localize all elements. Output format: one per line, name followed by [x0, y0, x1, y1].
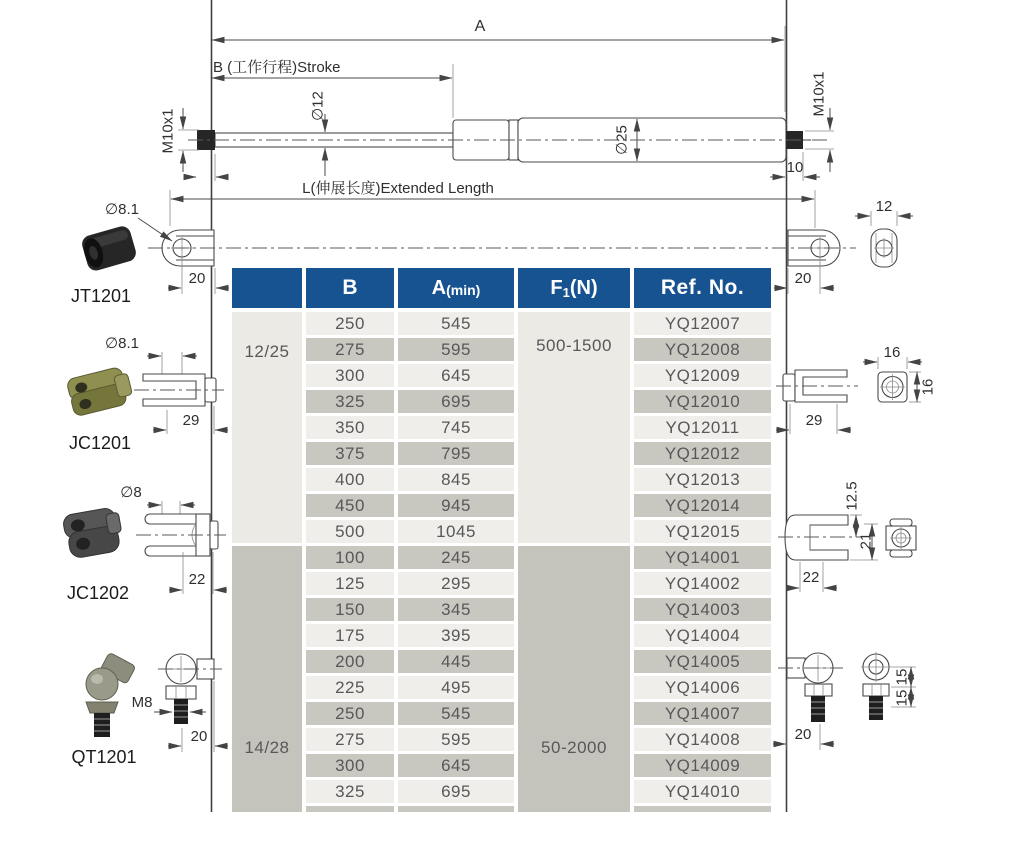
table-cell: YQ12008 [634, 338, 771, 361]
fitting-jc1202 [62, 484, 227, 603]
table-cell: 795 [398, 442, 514, 465]
table-cell: 275 [306, 338, 394, 361]
table-cell: 645 [398, 364, 514, 387]
dim-label-ball-15a: 15 [893, 668, 911, 686]
table-cell: YQ12007 [634, 312, 771, 335]
table-cell: 1045 [398, 520, 514, 543]
right-ball-stud-views [773, 652, 916, 750]
table-cell-partial [306, 806, 394, 812]
clevis2-side-view [785, 515, 848, 560]
table-cell: 445 [398, 650, 514, 673]
table-cell: 500 [306, 520, 394, 543]
table-cell: 695 [398, 780, 514, 803]
dim-label-thread-right: M10x1 [810, 71, 828, 117]
table-cell: YQ14010 [634, 780, 771, 803]
dim-label-jc1201-dia: ∅8.1 [105, 335, 139, 352]
fitting-qt1201 [71, 652, 228, 767]
dim-label-rod-dia: ∅12 [309, 91, 327, 121]
jc1201-label: JC1201 [68, 433, 132, 453]
dim-label-a: A [474, 18, 486, 35]
dim-label-clevis1-16w: 16 [883, 344, 901, 361]
table-cell: 545 [398, 702, 514, 725]
table-cell: 745 [398, 416, 514, 439]
dim-label-jc1201-29: 29 [182, 412, 200, 429]
table-cell: 225 [306, 676, 394, 699]
table-cell: 400 [306, 468, 394, 491]
dim-label-extended-length: L(伸展长度)Extended Length [302, 180, 494, 197]
force-group-cell: 50-2000 [518, 546, 630, 812]
table-cell: YQ12014 [634, 494, 771, 517]
table-cell: 350 [306, 416, 394, 439]
table-cell: YQ12015 [634, 520, 771, 543]
table-cell: 450 [306, 494, 394, 517]
header-ref-no: Ref. No. [634, 268, 771, 308]
header-a-min: A (min) [398, 268, 514, 308]
fitting-jc1201 [66, 335, 228, 453]
table-cell: 300 [306, 364, 394, 387]
dim-label-jc1202-22: 22 [188, 571, 206, 588]
table-cell: YQ14008 [634, 728, 771, 751]
header-blank [232, 268, 302, 308]
table-cell: 175 [306, 624, 394, 647]
right-clevis1-views [776, 344, 937, 434]
table-cell-partial [398, 806, 514, 812]
dim-label-qt-20: 20 [190, 728, 208, 745]
dim-label-jc1202-dia: ∅8 [120, 484, 142, 501]
dim-label-m8: M8 [131, 694, 153, 711]
dim-label-eye-right-20: 20 [794, 270, 812, 287]
table-cell: 275 [306, 728, 394, 751]
size-group-cell: 12/25 [232, 312, 302, 543]
table-cell: 100 [306, 546, 394, 569]
gas-spring-side-view [160, 18, 835, 181]
dim-label-clevis2-22: 22 [802, 569, 820, 586]
dim-label-eye-width-12: 12 [875, 198, 893, 215]
table-cell: 325 [306, 780, 394, 803]
table-cell: 345 [398, 598, 514, 621]
table-cell: YQ12009 [634, 364, 771, 387]
table-cell-partial [634, 806, 771, 812]
table-cell: 595 [398, 338, 514, 361]
qt1201-label: QT1201 [71, 747, 137, 767]
table-cell: YQ12013 [634, 468, 771, 491]
jc1201-photo [66, 365, 134, 417]
dim-label-clevis1-29: 29 [805, 412, 823, 429]
table-cell: 945 [398, 494, 514, 517]
table-cell: YQ14004 [634, 624, 771, 647]
dim-label-ball-20: 20 [794, 726, 812, 743]
right-clevis2-views [778, 481, 916, 592]
table-cell: 250 [306, 702, 394, 725]
table-cell: 645 [398, 754, 514, 777]
header-b: B [306, 268, 394, 308]
table-cell: 200 [306, 650, 394, 673]
size-group-cell: 14/28 [232, 546, 302, 812]
dim-label-stroke: B (工作行程)Stroke [213, 59, 341, 76]
table-cell: 375 [306, 442, 394, 465]
table-cell: YQ14001 [634, 546, 771, 569]
dim-label-jt-dia: ∅8.1 [105, 201, 139, 218]
fitting-jt1201 [71, 201, 172, 306]
table-cell: YQ12011 [634, 416, 771, 439]
jc1202-photo [62, 506, 125, 559]
jt1201-photo [80, 224, 138, 272]
dim-label-clevis1-16h: 16 [919, 378, 937, 396]
spec-table [232, 268, 771, 812]
table-cell: 150 [306, 598, 394, 621]
table-cell: YQ12010 [634, 390, 771, 413]
table-cell: YQ14003 [634, 598, 771, 621]
jc1202-label: JC1202 [66, 583, 130, 603]
jt1201-label: JT1201 [70, 286, 132, 306]
table-cell: 295 [398, 572, 514, 595]
table-cell: 395 [398, 624, 514, 647]
dim-label-ball-15b: 15 [893, 689, 911, 707]
table-cell: YQ14007 [634, 702, 771, 725]
dim-label-tube-dia: ∅25 [613, 125, 631, 155]
dim-label-thread-left: M10x1 [159, 108, 177, 154]
force-group-cell: 500-1500 [518, 312, 630, 543]
table-cell: 325 [306, 390, 394, 413]
dim-label-clevis2-21: 21 [857, 532, 875, 550]
table-cell: 695 [398, 390, 514, 413]
table-cell: 300 [306, 754, 394, 777]
table-cell: 250 [306, 312, 394, 335]
dim-label-clevis2-12p5: 12.5 [843, 481, 861, 511]
table-cell: 125 [306, 572, 394, 595]
table-cell: YQ12012 [634, 442, 771, 465]
header-f1n: F 1 (N) [518, 268, 630, 308]
table-cell: YQ14006 [634, 676, 771, 699]
dim-label-10: 10 [786, 159, 804, 176]
table-cell: YQ14005 [634, 650, 771, 673]
qt1201-photo [86, 652, 136, 737]
table-cell: 545 [398, 312, 514, 335]
table-cell: 845 [398, 468, 514, 491]
table-cell: 495 [398, 676, 514, 699]
table-cell: YQ14002 [634, 572, 771, 595]
table-cell: YQ14009 [634, 754, 771, 777]
table-cell: 245 [398, 546, 514, 569]
table-cell: 595 [398, 728, 514, 751]
dim-label-eye-left-20: 20 [188, 270, 206, 287]
